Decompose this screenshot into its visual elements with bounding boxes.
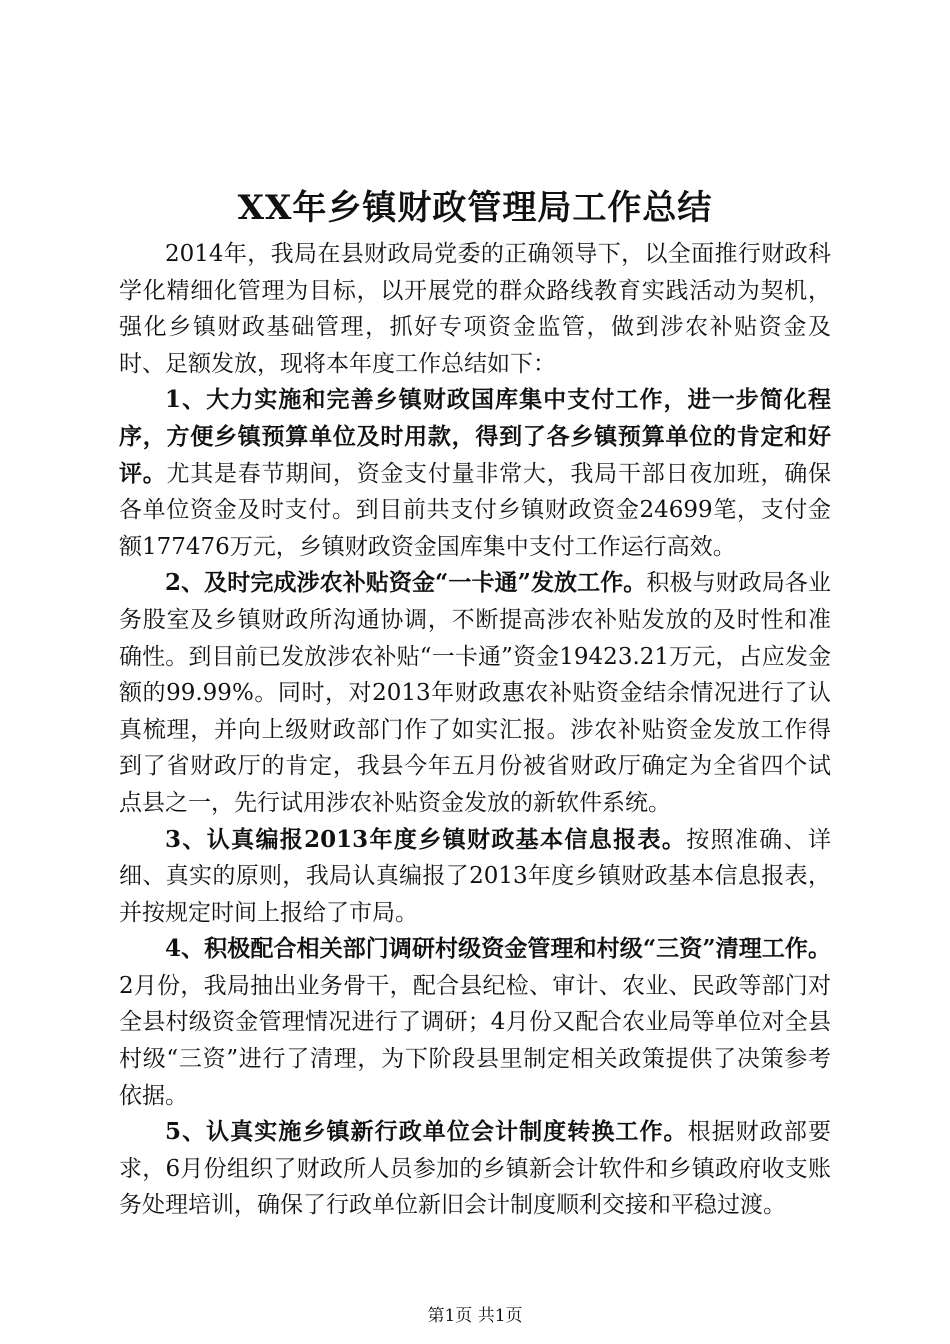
section-paragraph-5 — [119, 1114, 831, 1224]
section-text-3: 按照准确、详细、真实的原则，我局认真编报了2013年度乡镇财政基本信息报表，并按规定时间上报给了市局。 — [119, 826, 831, 926]
section-paragraph-4 — [119, 931, 831, 1114]
section-paragraph-1 — [119, 382, 831, 565]
section-paragraph-2 — [119, 565, 831, 821]
intro-paragraph: 2014年，我局在县财政局党委的正确领导下，以全面推行财政科学化精细化管理为目标，以开展党的群众路线教育实践活动为契机，强化乡镇财政基础管理，抓好专项资金监管，做到涉农补贴资金及时、足额发放，现将本年度工作总结如下： — [119, 241, 831, 377]
page-footer: 第1页 共1页 — [427, 1306, 523, 1326]
section-heading-4: 4、积极配合相关部门调研村级资金管理和村级“三资”清理工作。 — [165, 935, 831, 963]
document-body — [119, 236, 831, 1224]
section-heading-5: 5、认真实施乡镇新行政单位会计制度转换工作。 — [165, 1118, 688, 1146]
section-text-1: 尤其是春节期间，资金支付量非常大，我局干部日夜加班，确保各单位资金及时支付。到目前共支付乡镇财政资金24699笔，支付金额177476万元，乡镇财政资金国库集中支付工作运行高效。 — [119, 460, 832, 560]
section-heading-2: 2、及时完成涉农补贴资金“一卡通”发放工作。 — [165, 569, 647, 597]
section-paragraph-3 — [119, 822, 831, 932]
section-text-2: 积极与财政局各业务股室及乡镇财政所沟通协调，不断提高涉农补贴发放的及时性和准确性。到目前已发放涉农补贴“一卡通”资金19423.21万元，占应发金额的99.99%。同时，对2013年财政惠农补贴资金结余情况进行了认真梳理，并向上级财政部门作了如实汇报。涉农补贴资金发放工作得到了省财政厅的肯定，我县今年五月份被省财政厅确定为全省四个试点县之一，先行试用涉农补贴资金发放的新软件系统。 — [119, 570, 832, 816]
section-heading-3: 3、认真编报2013年度乡镇财政基本信息报表。 — [165, 825, 687, 853]
section-heading-1: 1、大力实施和完善乡镇财政国库集中支付工作，进一步简化程序，方便乡镇预算单位及时用款，得到了各乡镇预算单位的肯定和好评。 — [119, 386, 831, 487]
document-title: XX年乡镇财政管理局工作总结 — [237, 188, 713, 228]
section-text-5: 根据财政部要求，6月份组织了财政所人员参加的乡镇新会计软件和乡镇政府收支账务处理培训，确保了行政单位新旧会计制度顺利交接和平稳过渡。 — [119, 1119, 831, 1219]
section-text-4: 2月份，我局抽出业务骨干，配合县纪检、审计、农业、民政等部门对全县村级资金管理情况进行了调研；4月份又配合农业局等单位对全县村级“三资”进行了清理，为下阶段县里制定相关政策提供了决策参考依据。 — [119, 972, 831, 1109]
